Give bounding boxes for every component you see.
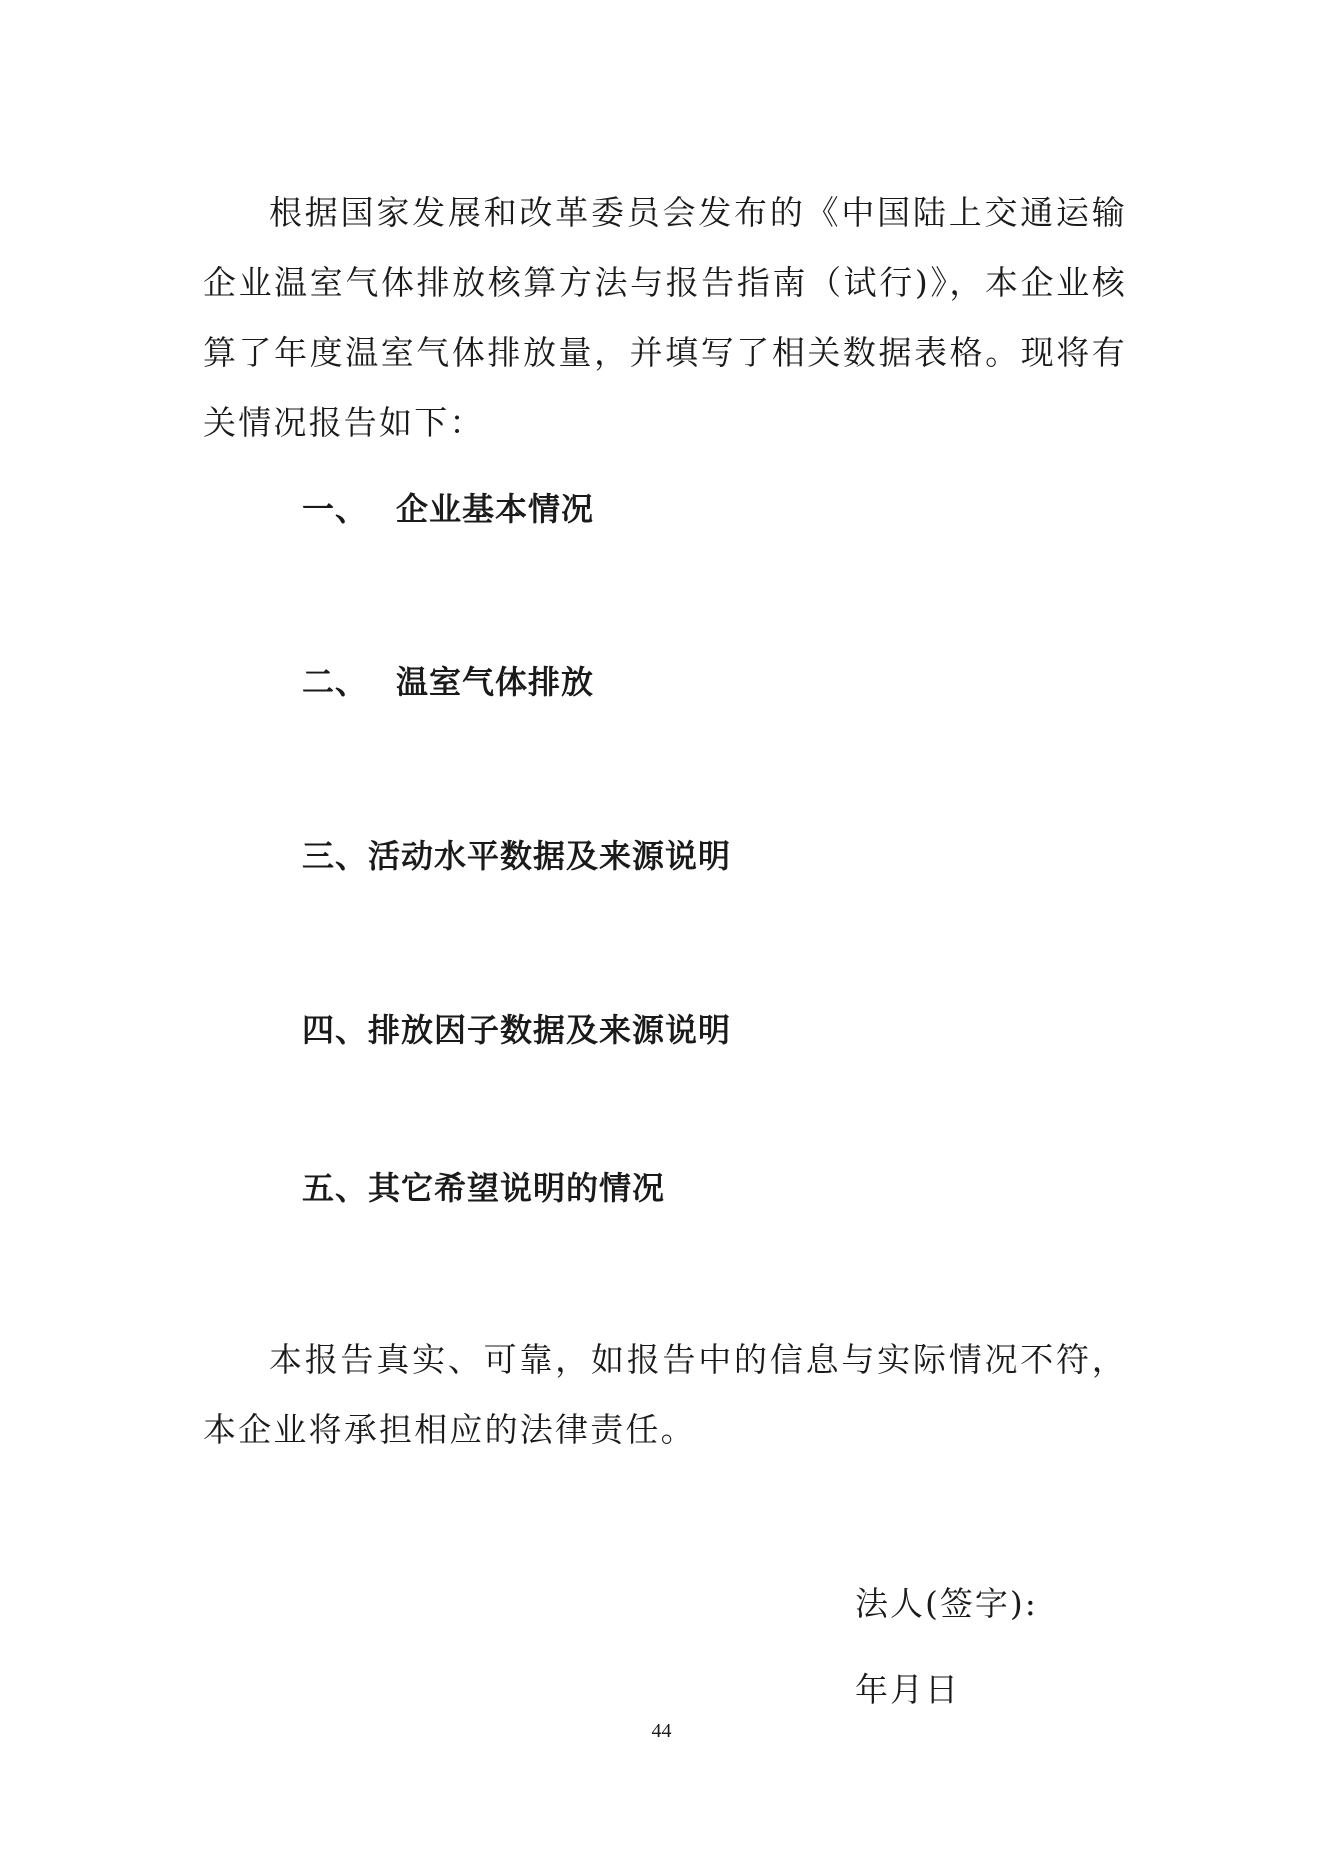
section-title: 活动水平数据及来源说明 bbox=[368, 837, 732, 875]
section-number: 一、 bbox=[302, 490, 369, 528]
page-number: 44 bbox=[651, 1720, 672, 1742]
section-title: 企业基本情况 bbox=[396, 490, 595, 528]
section-number: 三、 bbox=[302, 837, 369, 875]
signature-date-label: 年月日 bbox=[855, 1670, 960, 1709]
section-heading-4 bbox=[302, 1008, 731, 1052]
section-heading-1 bbox=[302, 487, 594, 531]
closing-paragraph: 本报告真实、可靠，如报告中的信息与实际情况不符，本企业将承担相应的法律责任。 bbox=[203, 1340, 1127, 1449]
section-title: 排放因子数据及来源说明 bbox=[368, 1011, 732, 1049]
section-heading-2 bbox=[302, 660, 594, 704]
section-title: 温室气体排放 bbox=[396, 663, 595, 701]
section-title: 其它希望说明的情况 bbox=[368, 1169, 666, 1207]
legal-person-signature-label: 法人(签字): bbox=[855, 1584, 1038, 1623]
section-heading-5 bbox=[302, 1166, 665, 1210]
section-number: 四、 bbox=[302, 1011, 369, 1049]
section-number: 二、 bbox=[302, 663, 369, 701]
section-number: 五、 bbox=[302, 1169, 369, 1207]
intro-paragraph: 根据国家发展和改革委员会发布的《中国陆上交通运输企业温室气体排放核算方法与报告指南（试行)》，本企业核算了年度温室气体排放量，并填写了相关数据表格。现将有关情况报告如下： bbox=[203, 193, 1127, 442]
section-heading-3 bbox=[302, 834, 731, 878]
